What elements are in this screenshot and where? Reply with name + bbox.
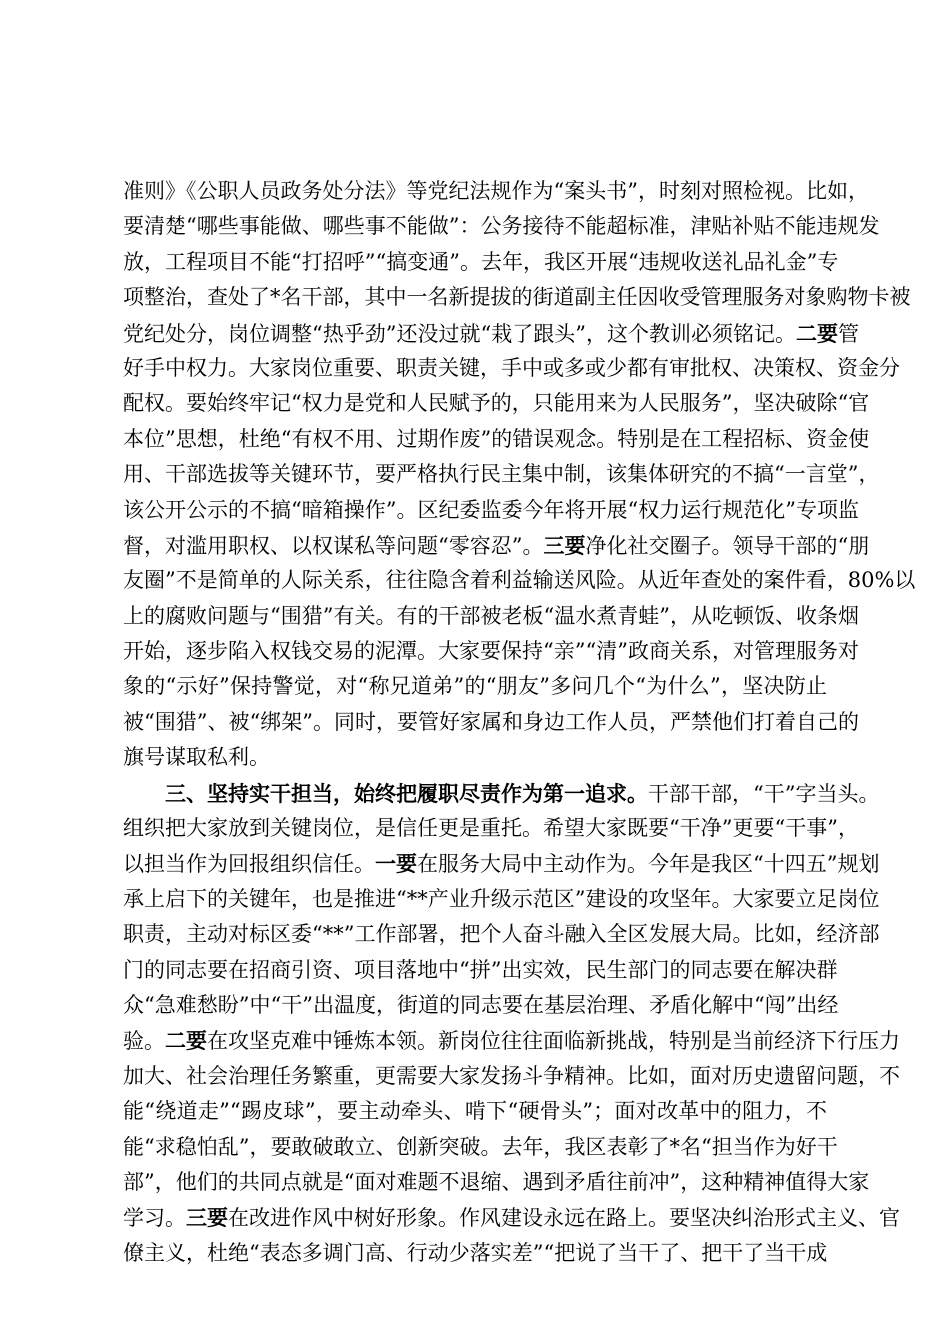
text-line (123, 493, 859, 528)
text-segment: 上的腐败问题与“围猎”有关。有的干部被老板“温水煮青蛙”，从吃顿饭、收条烟 (123, 603, 859, 628)
text-segment: 督，对滥用职权、以权谋私等问题“零容忍”。 (123, 533, 544, 558)
bold-text-segment: 三要 (543, 532, 586, 558)
text-segment: 以担当作为回报组织信任。 (123, 852, 375, 877)
text-segment: 本位”思想，杜绝“有权不用、过期作废”的错误观念。特别是在工程招标、资金使 (123, 426, 870, 451)
text-segment: 组织把大家放到关键岗位，是信任更是重托。希望大家既要“干净”更要“干事”， (123, 816, 859, 841)
text-segment: 准则》《公职人员政务处分法》等党纪法规作为“案头书”，时刻对照检视。比如， (123, 179, 869, 203)
document-page (123, 174, 916, 1271)
text-line (123, 634, 859, 669)
text-segment: 众“急难愁盼”中“干”出温度，街道的同志要在基层治理、矛盾化解中“闯”出经 (123, 992, 839, 1017)
text-line (123, 776, 880, 811)
text-line (123, 705, 859, 740)
text-line (123, 351, 900, 386)
text-line (123, 280, 911, 315)
text-line (123, 316, 859, 351)
text-line (123, 422, 870, 457)
text-segment: 能“绕道走”“踢皮球”，要主动牵头、啃下“硬骨头”；面对改革中的阻力，不 (123, 1099, 827, 1124)
text-segment: 承上启下的关键年，也是推进“**产业升级示范区”建设的攻坚年。大家要立足岗位 (123, 886, 880, 911)
text-line (123, 1200, 900, 1235)
text-segment: 项整治，查处了*名干部，其中一名新提拔的街道副主任因收受管理服务对象购物卡被 (123, 285, 911, 310)
text-line (123, 1165, 870, 1200)
paragraph-party-discipline (123, 174, 916, 776)
text-line (123, 563, 916, 598)
bold-text-segment: 一要 (375, 851, 417, 877)
text-line (123, 917, 880, 952)
text-line (123, 457, 880, 492)
text-segment: 能“求稳怕乱”，要敢破敢立、创新突破。去年，我区表彰了*名“担当作为好干 (123, 1134, 838, 1159)
text-segment: 在攻坚克难中锤炼本领。新岗位往往面临新挑战，特别是当前经济下行压力 (207, 1029, 900, 1054)
text-segment: 在改进作风中树好形象。作风建设永远在路上。要坚决纠治形式主义、官 (228, 1206, 900, 1231)
text-line (123, 1236, 827, 1271)
text-segment: 加大、社会治理任务繁重，更需要大家发扬斗争精神。比如，面对历史遗留问题，不 (123, 1063, 900, 1088)
text-line (123, 174, 869, 209)
text-segment: 该公开公示的不搞“暗箱操作”。区纪委监委今年将开展“权力运行规范化”专项监 (123, 497, 859, 522)
text-line (123, 209, 880, 244)
text-line (123, 811, 859, 846)
text-line (123, 386, 870, 421)
text-segment: 职责，主动对标区委“**”工作部署，把个人奋斗融入全区发展大局。比如，经济部 (123, 922, 880, 947)
text-line (123, 1023, 900, 1058)
text-segment: 门的同志要在招商引资、项目落地中“拼”出实效，民生部门的同志要在解决群 (123, 957, 838, 982)
text-segment: 部”，他们的共同点就是“面对难题不退缩、遇到矛盾往前冲”，这种精神值得大家 (123, 1169, 870, 1194)
text-line (123, 882, 880, 917)
text-segment: 验。 (123, 1029, 165, 1054)
bold-text-segment: 三、坚持实干担当，始终把履职尽责作为第一追求。 (165, 780, 648, 806)
text-segment: 开始，逐步陷入权钱交易的泥潭。大家要保持“亲”“清”政商关系，对管理服务对 (123, 639, 859, 664)
paragraph-practical-responsibility (123, 776, 900, 1271)
text-segment: 放，工程项目不能“打招呼”“搞变通”。去年，我区开展“违规收送礼品礼金”专 (123, 249, 839, 274)
text-line (123, 1130, 838, 1165)
text-segment: 好手中权力。大家岗位重要、职责关键，手中或多或少都有审批权、决策权、资金分 (123, 355, 900, 380)
text-line (123, 846, 880, 881)
text-segment: 管 (837, 321, 859, 346)
bold-text-segment: 三要 (186, 1205, 228, 1231)
text-line (123, 1059, 900, 1094)
text-segment: 象的“示好”保持警觉，对“称兄道弟”的“朋友”多问几个“为什么”，坚决防止 (123, 674, 827, 699)
text-segment: 在服务大局中主动作为。今年是我区“十四五”规划 (417, 852, 880, 877)
text-segment: 学习。 (123, 1206, 186, 1231)
text-segment: 被“围猎”、被“绑架”。同时，要管好家属和身边工作人员，严禁他们打着自己的 (123, 709, 859, 734)
text-segment: 友圈”不是简单的人际关系，往往隐含着利益输送风险。从近年查处的案件看，80%以 (123, 568, 916, 593)
text-segment: 要清楚“哪些事能做、哪些事不能做”：公务接待不能超标准，津贴补贴不能违规发 (123, 214, 880, 239)
bold-text-segment: 二要 (165, 1028, 207, 1054)
text-segment: 用、干部选拔等关键环节，要严格执行民主集中制，该集体研究的不搞“一言堂”， (123, 462, 880, 487)
bold-text-segment: 二要 (795, 320, 838, 346)
text-segment: 配权。要始终牢记“权力是党和人民赋予的，只能用来为人民服务”，坚决破除“官 (123, 391, 870, 416)
text-line (123, 740, 827, 775)
text-line (123, 988, 839, 1023)
text-line (123, 245, 839, 280)
text-segment: 党纪处分，岗位调整“热乎劲”还没过就“栽了跟头”，这个教训必须铭记。 (123, 321, 796, 346)
text-segment: 旗号谋取私利。 (123, 745, 270, 770)
text-segment: 净化社交圈子。领导干部的“朋 (585, 533, 870, 558)
text-line (123, 599, 859, 634)
text-segment: 僚主义，杜绝“表态多调门高、行动少落实差”“把说了当干了、把干了当干成 (123, 1240, 828, 1265)
text-line (123, 669, 827, 704)
text-line (123, 528, 870, 563)
text-line (123, 953, 838, 988)
text-line (123, 1094, 827, 1129)
text-segment: 干部干部，“干”字当头。 (648, 781, 880, 806)
